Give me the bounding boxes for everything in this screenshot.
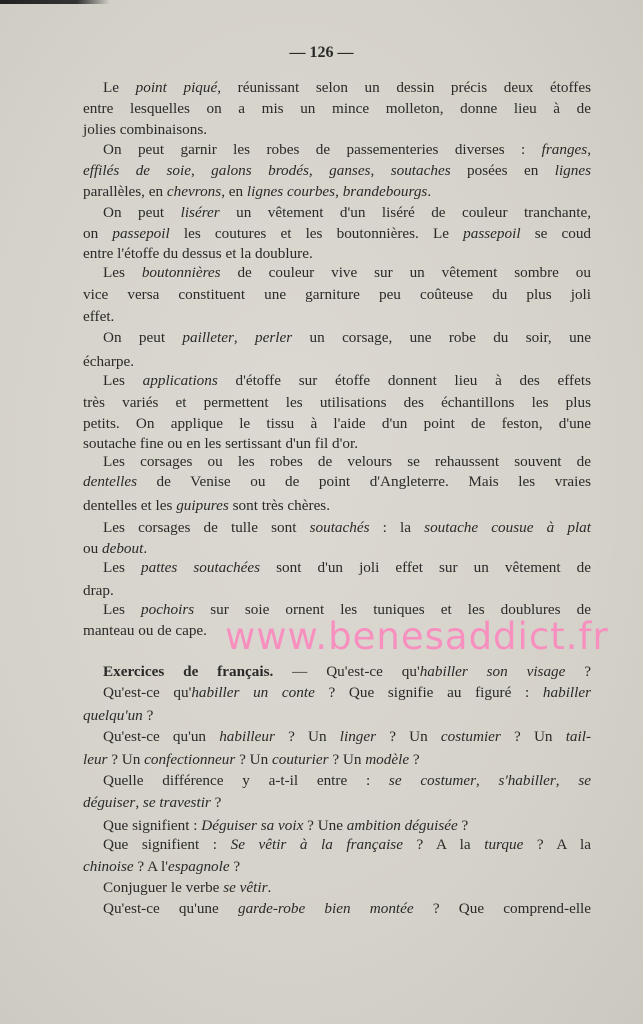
text-line: Les boutonnières de couleur vive sur un vêtement sombre ou: [103, 264, 591, 281]
text-line: drap.: [83, 582, 114, 599]
text-line: écharpe.: [83, 353, 135, 370]
text-line: Les pochoirs sur soie ornent les tuniques et les doublures de: [103, 601, 591, 618]
text-line: Les pattes soutachées sont d'un joli effet sur un vêtement de: [103, 559, 591, 576]
text-line: déguiser, se travestir ?: [83, 794, 222, 811]
text-line: Les corsages ou les robes de velours se rehaussent souvent de: [103, 453, 591, 470]
text-line: On peut lisérer un vêtement d'un liséré de couleur tranchante,: [103, 204, 591, 221]
text-line: dentelles de Venise ou de point d'Angleterre. Mais les vraies: [83, 473, 591, 490]
text-line: Qu'est-ce qu'un habilleur ? Un linger ? Un costumier ? Un tail-: [103, 728, 592, 745]
text-line: très variés et permettent les utilisations des échantillons les plus: [83, 394, 591, 411]
text-line: jolies combinaisons.: [83, 121, 208, 138]
text-line: ou debout.: [83, 540, 148, 557]
text-line: soutache fine ou en les sertissant d'un fil d'or.: [83, 435, 358, 452]
text-line: dentelles et les guipures sont très chères.: [83, 497, 331, 514]
text-line: effet.: [83, 308, 115, 325]
text-line: petits. On applique le tissu à l'aide d'un point de feston, d'une: [83, 415, 591, 432]
text-line: parallèles, en chevrons, en lignes courbes, brandebourgs.: [83, 183, 432, 200]
watermark: www.benesaddict.fr: [225, 615, 609, 658]
text-line: quelqu'un ?: [83, 707, 154, 724]
page-number: — 126 —: [289, 44, 354, 61]
text-line: Qu'est-ce qu'une garde-robe bien montée ? Que comprend-elle: [103, 900, 592, 917]
text-line: Que signifient : Déguiser sa voix ? Une ambition déguisée ?: [103, 817, 469, 834]
text-line: effilés de soie, galons brodés, ganses, soutaches posées en lignes: [83, 162, 592, 179]
text-line: entre lesquelles on a mis un mince molleton, donne lieu à de: [83, 100, 591, 117]
text-line: Le point piqué, réunissant selon un dessin précis deux étoffes: [103, 79, 591, 96]
text-line: Que signifient : Se vêtir à la française ? A la turque ? A la: [103, 836, 591, 853]
text-line: Qu'est-ce qu'habiller un conte ? Que signifie au figuré : habiller: [103, 684, 592, 701]
text-line: manteau ou de cape.: [83, 622, 207, 639]
text-line: On peut garnir les robes de passementeries diverses : franges,: [103, 141, 591, 158]
text-line: Quelle différence y a-t-il entre : se costumer, s'habiller, se: [103, 772, 591, 789]
text-line: Exercices de français. — Qu'est-ce qu'habiller son visage ?: [103, 663, 591, 680]
text-line: Les applications d'étoffe sur étoffe donnent lieu à des effets: [103, 372, 591, 389]
text-line: leur ? Un confectionneur ? Un couturier ? Un modèle ?: [83, 751, 420, 768]
text-line: Les corsages de tulle sont soutachés : la soutache cousue à plat: [103, 519, 591, 536]
text-line: On peut pailleter, perler un corsage, une robe du soir, une: [103, 329, 591, 346]
text-line: entre l'étoffe du dessus et la doublure.: [83, 245, 313, 262]
text-line: on passepoil les coutures et les boutonnières. Le passepoil se coud: [83, 225, 592, 242]
page-edge-shadow: [0, 0, 110, 4]
text-line: Conjuguer le verbe se vêtir.: [103, 879, 272, 896]
text-line: vice versa constituent une garniture peu coûteuse du plus joli: [83, 286, 591, 303]
text-line: chinoise ? A l'espagnole ?: [83, 858, 241, 875]
